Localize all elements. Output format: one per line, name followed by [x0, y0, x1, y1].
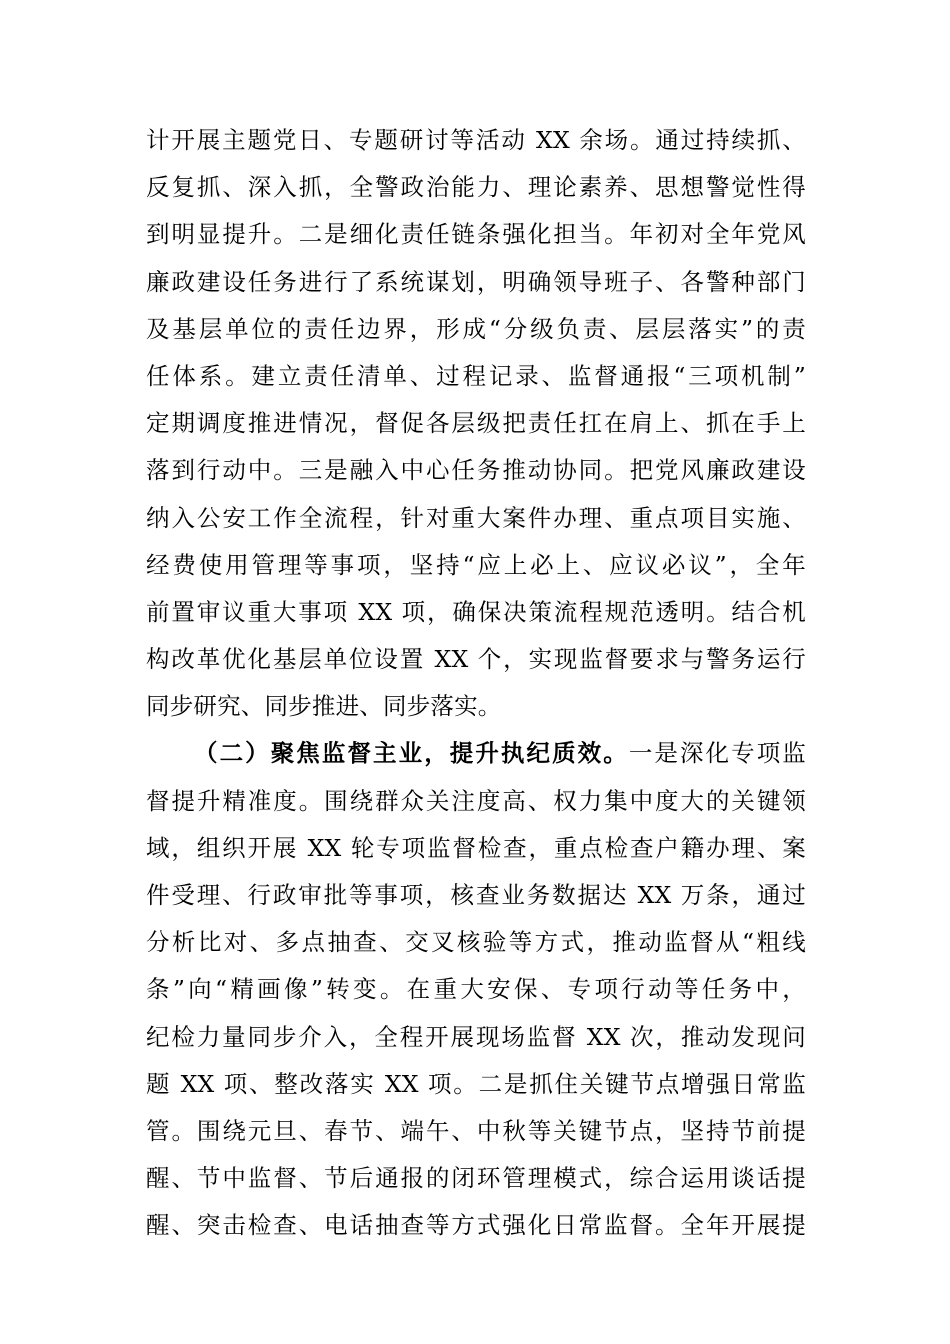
text-line: 域，组织开展 XX 轮专项监督检查，重点检查户籍办理、案 [146, 833, 806, 862]
text-line: 定期调度推进情况，督促各层级把责任扛在肩上、抓在手上 [146, 409, 806, 438]
text-line: 醒、突击检查、电话抽查等方式强化日常监督。全年开展提 [146, 1211, 806, 1240]
text-line: 前置审议重大事项 XX 项，确保决策流程规范透明。结合机 [146, 597, 806, 626]
text-line: 反复抓、深入抓，全警政治能力、理论素养、思想警觉性得 [146, 173, 806, 202]
text-line: 督提升精准度。围绕群众关注度高、权力集中度大的关键领 [146, 786, 806, 815]
text-line: 构改革优化基层单位设置 XX 个，实现监督要求与警务运行 [146, 645, 806, 674]
text-line: 件受理、行政审批等事项，核查业务数据达 XX 万条，通过 [146, 881, 806, 909]
text-line: 经费使用管理等事项，坚持“应上必上、应议必议”，全年 [146, 550, 806, 579]
section-heading-continuation: 一是深化专项监 [628, 739, 806, 768]
text-line: 同步研究、同步推进、同步落实。 [146, 692, 502, 721]
text-line: 计开展主题党日、专题研讨等活动 XX 余场。通过持续抓、 [146, 126, 806, 154]
section-heading-line [146, 730, 806, 777]
text-line: 分析比对、多点抽查、交叉核验等方式，推动监督从“粗线 [146, 928, 806, 957]
text-line: 任体系。建立责任清单、过程记录、监督通报“三项机制” [146, 361, 806, 390]
text-line: 条”向“精画像”转变。在重大安保、专项行动等任务中， [146, 975, 806, 1004]
text-line: 纳入公安工作全流程，针对重大案件办理、重点项目实施、 [146, 503, 806, 532]
text-line: 醒、节中监督、节后通报的闭环管理模式，综合运用谈话提 [146, 1164, 806, 1193]
text-line: 管。围绕元旦、春节、端午、中秋等关键节点，坚持节前提 [146, 1116, 806, 1145]
text-line: 廉政建设任务进行了系统谋划，明确领导班子、各警种部门 [146, 267, 806, 296]
text-line: 题 XX 项、整改落实 XX 项。二是抓住关键节点增强日常监 [146, 1069, 806, 1098]
text-line: 到明显提升。二是细化责任链条强化担当。年初对全年党风 [146, 220, 806, 249]
text-line: 及基层单位的责任边界，形成“分级负责、层层落实”的责 [146, 314, 806, 343]
body-text [146, 117, 806, 1250]
text-line: 落到行动中。三是融入中心任务推动协同。把党风廉政建设 [146, 456, 806, 485]
section-heading: （二）聚焦监督主业，提升执纪质效。 [194, 739, 629, 768]
text-line: 纪检力量同步介入，全程开展现场监督 XX 次，推动发现问 [146, 1022, 806, 1051]
